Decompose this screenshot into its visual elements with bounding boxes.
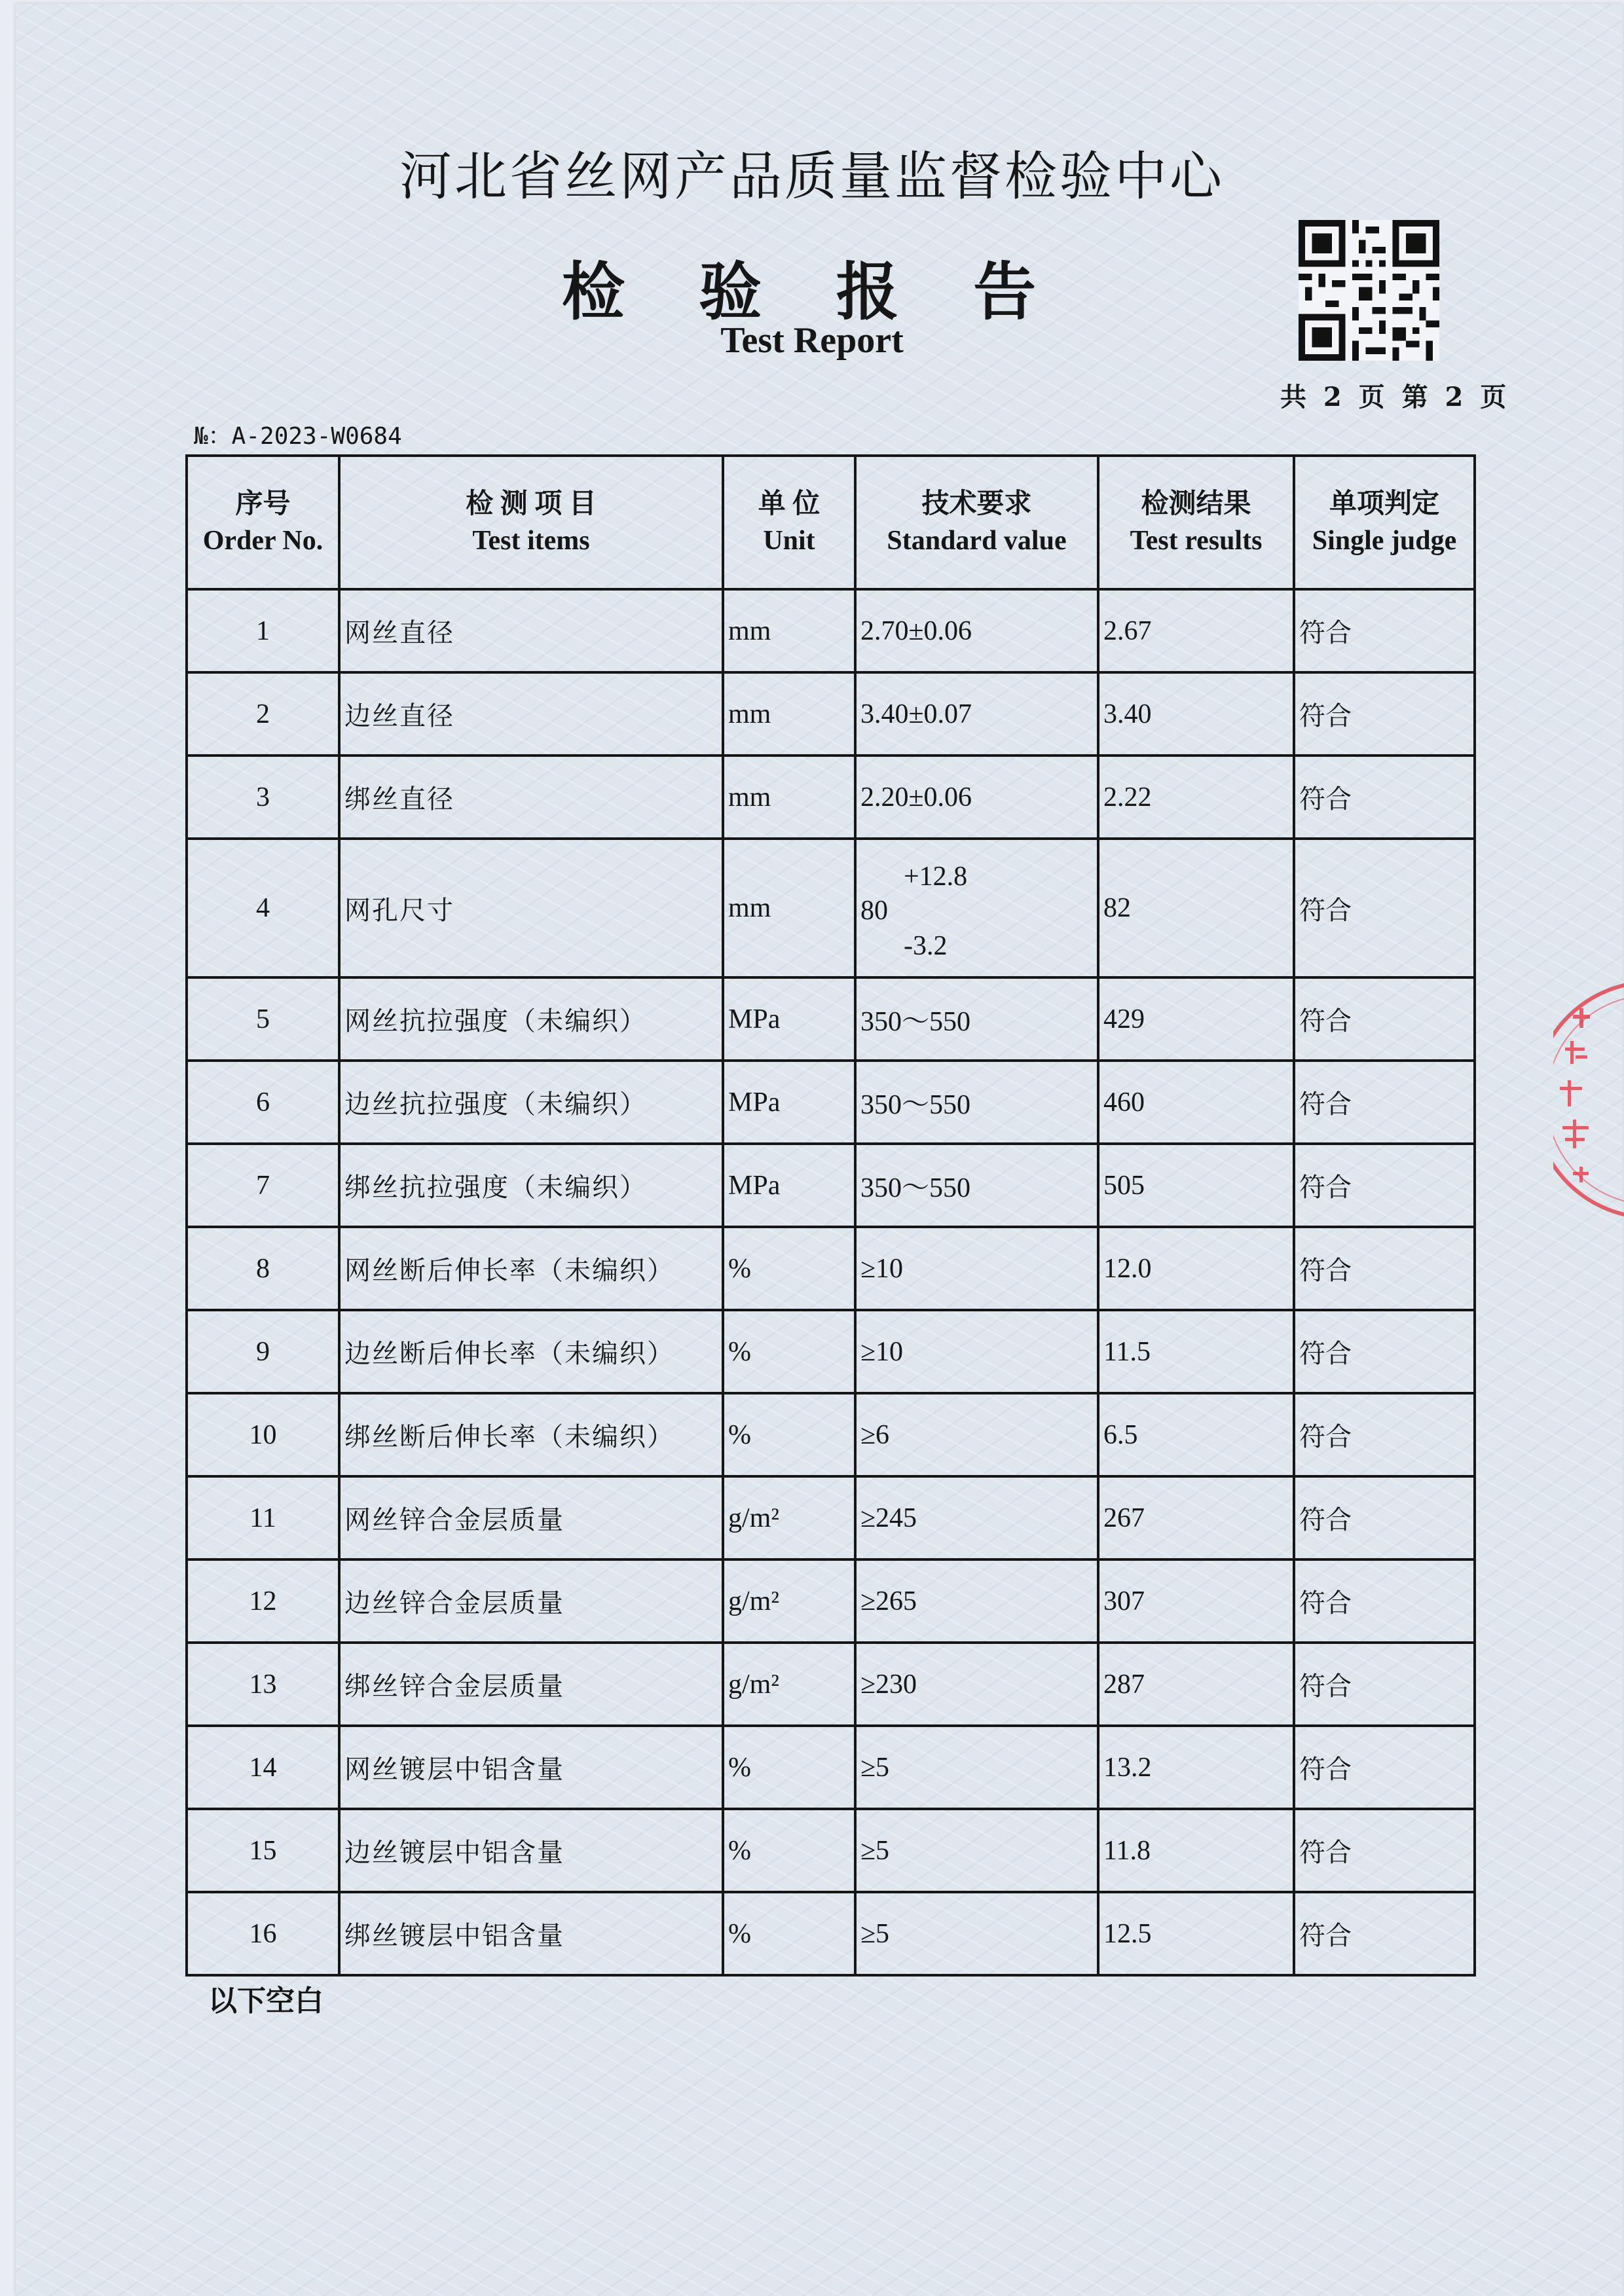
order-cell: 9	[187, 1310, 339, 1393]
unit-cell: %	[723, 1809, 855, 1892]
standard-cell	[855, 839, 1098, 977]
judge-cell: 符合	[1294, 1809, 1475, 1892]
item-cell: 网丝直径	[339, 589, 723, 672]
tolerance-upper: +12.8	[904, 862, 968, 892]
header-test-items: 检 测 项 目 Test items	[339, 456, 723, 589]
item-cell: 网孔尺寸	[339, 839, 723, 977]
standard-cell: ≥230	[855, 1643, 1098, 1726]
order-cell: 5	[187, 977, 339, 1061]
judge-cell: 符合	[1294, 1726, 1475, 1809]
table-row	[187, 589, 1475, 672]
result-cell: 2.67	[1098, 589, 1294, 672]
standard-cell: ≥245	[855, 1476, 1098, 1559]
item-cell: 边丝抗拉强度（未编织）	[339, 1061, 723, 1144]
judge-cell: 符合	[1294, 1144, 1475, 1227]
standard-cell: ≥5	[855, 1892, 1098, 1975]
judge-cell: 符合	[1294, 1892, 1475, 1975]
table-row	[187, 839, 1475, 977]
table-row	[187, 672, 1475, 756]
item-cell: 绑丝抗拉强度（未编织）	[339, 1144, 723, 1227]
result-cell: 307	[1098, 1559, 1294, 1643]
unit-cell: g/m²	[723, 1559, 855, 1643]
result-cell: 12.0	[1098, 1227, 1294, 1310]
standard-cell: 350～550	[855, 977, 1098, 1061]
table-header-row	[187, 456, 1475, 589]
tolerance-value	[860, 849, 1093, 967]
order-cell: 8	[187, 1227, 339, 1310]
result-cell: 12.5	[1098, 1892, 1294, 1975]
table-row	[187, 977, 1475, 1061]
unit-cell: MPa	[723, 977, 855, 1061]
item-cell: 边丝直径	[339, 672, 723, 756]
result-cell: 460	[1098, 1061, 1294, 1144]
unit-cell: mm	[723, 589, 855, 672]
standard-cell: ≥10	[855, 1227, 1098, 1310]
result-cell: 505	[1098, 1144, 1294, 1227]
standard-cell: ≥10	[855, 1310, 1098, 1393]
order-cell: 13	[187, 1643, 339, 1726]
item-cell: 网丝锌合金层质量	[339, 1476, 723, 1559]
unit-cell: %	[723, 1892, 855, 1975]
table-row	[187, 1559, 1475, 1643]
red-seal-stamp	[1553, 962, 1624, 1237]
standard-cell: 2.70±0.06	[855, 589, 1098, 672]
judge-cell: 符合	[1294, 1559, 1475, 1643]
table-row	[187, 756, 1475, 839]
result-cell: 287	[1098, 1643, 1294, 1726]
item-cell: 边丝锌合金层质量	[339, 1559, 723, 1643]
item-cell: 边丝断后伸长率（未编织）	[339, 1310, 723, 1393]
item-cell: 网丝断后伸长率（未编织）	[339, 1227, 723, 1310]
unit-cell: mm	[723, 672, 855, 756]
tolerance-base: 80	[860, 896, 888, 926]
judge-cell: 符合	[1294, 1643, 1475, 1726]
order-cell: 11	[187, 1476, 339, 1559]
order-cell: 15	[187, 1809, 339, 1892]
report-number: №：A-2023-W0684	[194, 423, 402, 450]
order-cell: 12	[187, 1559, 339, 1643]
table-row	[187, 1892, 1475, 1975]
unit-cell: mm	[723, 839, 855, 977]
result-cell: 267	[1098, 1476, 1294, 1559]
page-counter: 共 2 页 第 2 页	[1280, 382, 1511, 412]
table-row	[187, 1726, 1475, 1809]
standard-cell: ≥5	[855, 1726, 1098, 1809]
result-cell: 2.22	[1098, 756, 1294, 839]
report-title-cn: 检 验 报 告	[561, 255, 1063, 329]
order-cell: 14	[187, 1726, 339, 1809]
standard-cell: 2.20±0.06	[855, 756, 1098, 839]
judge-cell: 符合	[1294, 672, 1475, 756]
item-cell: 绑丝直径	[339, 756, 723, 839]
table-row	[187, 1061, 1475, 1144]
result-cell: 429	[1098, 977, 1294, 1061]
report-title-en: Test Report	[720, 320, 904, 361]
standard-cell: 350～550	[855, 1144, 1098, 1227]
order-cell: 7	[187, 1144, 339, 1227]
judge-cell: 符合	[1294, 1310, 1475, 1393]
standard-cell: 3.40±0.07	[855, 672, 1098, 756]
order-cell: 2	[187, 672, 339, 756]
standard-cell: 350～550	[855, 1061, 1098, 1144]
result-cell: 6.5	[1098, 1393, 1294, 1476]
table-row	[187, 1310, 1475, 1393]
item-cell: 绑丝锌合金层质量	[339, 1643, 723, 1726]
qr-code-icon	[1299, 220, 1439, 361]
judge-cell: 符合	[1294, 1061, 1475, 1144]
header-unit: 单 位 Unit	[723, 456, 855, 589]
header-standard: 技术要求 Standard value	[855, 456, 1098, 589]
unit-cell: MPa	[723, 1061, 855, 1144]
order-cell: 16	[187, 1892, 339, 1975]
item-cell: 绑丝断后伸长率（未编织）	[339, 1393, 723, 1476]
item-cell: 网丝镀层中铝含量	[339, 1726, 723, 1809]
table-row	[187, 1476, 1475, 1559]
order-cell: 3	[187, 756, 339, 839]
judge-cell: 符合	[1294, 1393, 1475, 1476]
result-cell: 3.40	[1098, 672, 1294, 756]
unit-cell: MPa	[723, 1144, 855, 1227]
judge-cell: 符合	[1294, 839, 1475, 977]
judge-cell: 符合	[1294, 1227, 1475, 1310]
unit-cell: %	[723, 1726, 855, 1809]
unit-cell: g/m²	[723, 1476, 855, 1559]
blank-below-note: 以下空白	[208, 1984, 323, 2018]
standard-cell: ≥5	[855, 1809, 1098, 1892]
unit-cell: %	[723, 1310, 855, 1393]
header-order: 序号 Order No.	[187, 456, 339, 589]
item-cell: 网丝抗拉强度（未编织）	[339, 977, 723, 1061]
standard-cell: ≥265	[855, 1559, 1098, 1643]
table-row	[187, 1227, 1475, 1310]
tolerance-lower: -3.2	[904, 931, 948, 961]
unit-cell: %	[723, 1227, 855, 1310]
judge-cell: 符合	[1294, 1476, 1475, 1559]
order-cell: 6	[187, 1061, 339, 1144]
result-cell: 11.8	[1098, 1809, 1294, 1892]
organization-title: 河北省丝网产品质量监督检验中心	[399, 146, 1225, 207]
result-cell: 11.5	[1098, 1310, 1294, 1393]
result-cell: 82	[1098, 839, 1294, 977]
table-row	[187, 1809, 1475, 1892]
header-results: 检测结果 Test results	[1098, 456, 1294, 589]
standard-cell: ≥6	[855, 1393, 1098, 1476]
header-judge: 单项判定 Single judge	[1294, 456, 1475, 589]
unit-cell: mm	[723, 756, 855, 839]
unit-cell: g/m²	[723, 1643, 855, 1726]
judge-cell: 符合	[1294, 589, 1475, 672]
judge-cell: 符合	[1294, 756, 1475, 839]
table-row	[187, 1643, 1475, 1726]
results-table	[185, 454, 1476, 1977]
table-row	[187, 1144, 1475, 1227]
table-row	[187, 1393, 1475, 1476]
order-cell: 1	[187, 589, 339, 672]
order-cell: 10	[187, 1393, 339, 1476]
order-cell: 4	[187, 839, 339, 977]
item-cell: 边丝镀层中铝含量	[339, 1809, 723, 1892]
judge-cell: 符合	[1294, 977, 1475, 1061]
result-cell: 13.2	[1098, 1726, 1294, 1809]
item-cell: 绑丝镀层中铝含量	[339, 1892, 723, 1975]
unit-cell: %	[723, 1393, 855, 1476]
